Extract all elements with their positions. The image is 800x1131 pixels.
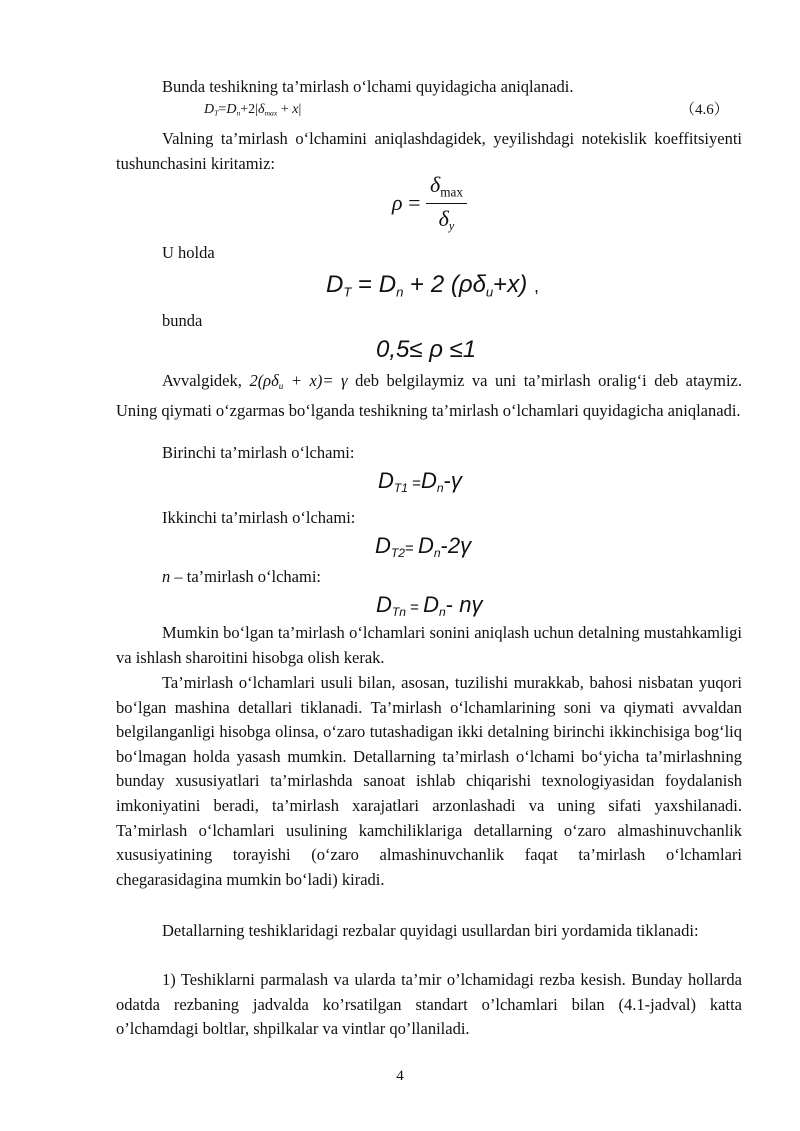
paragraph-tamirlash-usuli: Ta’mirlash o‘lchamlari usuli bilan, asosan, tuzilishi murakkab, bahosi nisbatan yuqori bo‘lgan mashina detallari tiklanadi. Ta’mirlash o‘lchamlarining soni va qiymati avvaldan belgilanganligi hisobga olinsa, o‘zaro tutashadigan ikki detalning birinchi ikkinchisiga bog‘liq bo‘lmagan holda yasash mumkin. Detallarning ta’mirlash o‘lchami bo‘yicha ta’mirlashning bunday xususiyatlari ta’mirlashda sanoat ishlab chiqarishi texnologiyasidan foydalanish imkoniyatini beradi, ta’mirlash xarajatlari arzonlashadi va uning sifati yaxshilanadi. Ta’mirlash o‘lchamlari usulining kamchiliklariga detallarning o‘zaro almashinuvchanlik xususiyatining torayishi (o‘zaro almashinuvchanlik faqat ta’mirlash o‘lchamlari chegarasidagina mumkin bo‘ladi) kiradi. (116, 673, 742, 889)
equation-dt2: $D_{T2}= D_n-2\gamma$ (375, 533, 472, 561)
equation-rho-definition: ρ = $\frac{\delta_{max}}{\delta_y}$ (392, 172, 467, 234)
equation-dt1: $D_{T1} =D_n-\gamma$ (378, 468, 462, 496)
equation-4-6: $D_T=D_n+2|\delta_{max} + x|$ (204, 102, 302, 118)
paragraph-avvalgidek: Avvalgidek, $2(\rho\delta_u + x)= \gamma$ deb belgilaymiz va uni ta’mirlash oralig‘i deb ataymiz. Uning qiymati o‘zgarmas bo‘lganda teshikning ta’mirlash o‘lchamlari quyidagicha aniqlanadi. (116, 371, 742, 420)
paragraph-ikkinchi: Ikkinchi ta’mirlash o‘lchami: (162, 508, 356, 527)
paragraph-mumkin: Mumkin bo‘lgan ta’mirlash o‘lchamlari sonini aniqlash uchun detalning mustahkamligi va ishlash sharoitini hisobga olish kerak. (116, 623, 742, 667)
paragraph-n-tamirlash: n – ta’mirlash o‘lchami: (162, 567, 321, 586)
equation-dtn: $D_{Tn} = D_n-$ nγ (376, 592, 483, 620)
equation-dt-formula: $D_T = D_n + 2$ $(\rho\delta_u+x)$ , (326, 271, 539, 300)
paragraph-coefficient: Valning ta’mirlash o‘lchamini aniqlashdagidek, yeyilishdagi notekislik koeffitsiyenti tushunchasini kiritamiz: (116, 129, 742, 173)
paragraph-intro: Bunda teshikning ta’mirlash o‘lchami quyidagicha aniqlanadi. (162, 77, 574, 96)
equation-rho-range: 0,5≤ ρ ≤1 (376, 336, 477, 363)
paragraph-rezbalar: Detallarning teshiklaridagi rezbalar quyidagi usullardan biri yordamida tiklanadi: (162, 921, 699, 940)
paragraph-u-holda: U holda (162, 243, 215, 262)
paragraph-birinchi: Birinchi ta’mirlash o‘lchami: (162, 443, 355, 462)
page-number: 4 (396, 1068, 404, 1084)
paragraph-bunda: bunda (162, 311, 203, 330)
paragraph-parmalash: 1) Teshiklarni parmalash va ularda ta’mir o’lchamidagi rezba kesish. Bunday hollarda odatda rezbaning jadvalda ko’rsatilgan standart o’lchamlari bilan (4.1-jadval) katta o’lchamdagi boltlar, shpilkalar va vintlar qo’llaniladi. (116, 970, 742, 1039)
equation-number: （4.6） (680, 102, 729, 118)
